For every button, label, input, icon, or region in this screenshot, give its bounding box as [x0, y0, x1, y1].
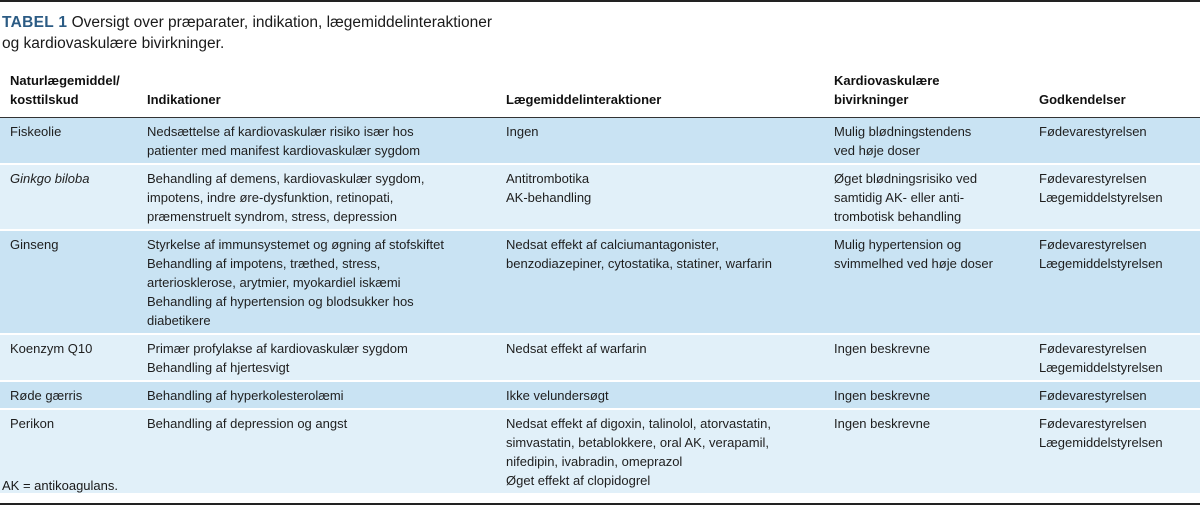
- header-side-effects-line: bivirkninger: [834, 92, 909, 107]
- cell-interactions: [496, 230, 824, 334]
- table-row: [0, 230, 1200, 334]
- header-product-line: kosttilskud: [10, 92, 79, 107]
- cell-line: impotens, indre øre-dysfunktion, retinopati,: [147, 190, 394, 205]
- cell-interactions: [496, 164, 824, 230]
- cell-line: Ikke velundersøgt: [506, 388, 609, 403]
- cell-approvals: [1029, 409, 1200, 494]
- cell-indications: [137, 164, 496, 230]
- caption-text-line2: og kardiovaskulære bivirkninger.: [2, 35, 225, 52]
- table-row: [0, 381, 1200, 409]
- cell-side-effects: [824, 409, 1029, 494]
- cell-interactions: [496, 409, 824, 494]
- cell-line: samtidig AK- eller anti-: [834, 190, 965, 205]
- data-table: [0, 67, 1200, 495]
- header-row: [0, 67, 1200, 118]
- cell-line: Lægemiddelstyrelsen: [1039, 256, 1163, 271]
- header-product: [0, 67, 137, 118]
- cell-product: Koenzym Q10: [0, 334, 137, 381]
- cell-line: Behandling af depression og angst: [147, 416, 348, 431]
- cell-line: simvastatin, betablokkere, oral AK, verapamil,: [506, 435, 770, 450]
- cell-line: Ingen beskrevne: [834, 341, 931, 356]
- cell-line: Fødevarestyrelsen: [1039, 237, 1147, 252]
- cell-indications: [137, 334, 496, 381]
- cell-line: benzodiazepiner, cytostatika, statiner, warfarin: [506, 256, 772, 271]
- header-interactions: Lægemiddelinteraktioner: [496, 67, 824, 118]
- header-approvals: Godkendelser: [1029, 67, 1200, 118]
- cell-approvals: [1029, 334, 1200, 381]
- cell-line: Lægemiddelstyrelsen: [1039, 190, 1163, 205]
- bottom-rule: [0, 503, 1200, 505]
- cell-line: Ingen beskrevne: [834, 388, 931, 403]
- cell-line: Ingen beskrevne: [834, 416, 931, 431]
- cell-line: Ingen: [506, 124, 539, 139]
- cell-line: AK-behandling: [506, 190, 592, 205]
- cell-line: Øget blødningsrisiko ved: [834, 171, 978, 186]
- cell-line: nifedipin, ivabradin, omeprazol: [506, 454, 683, 469]
- cell-line: Behandling af hypertension og blodsukker hos: [147, 294, 414, 309]
- cell-line: Mulig blødningstendens: [834, 124, 972, 139]
- cell-line: Mulig hypertension og: [834, 237, 962, 252]
- cell-line: trombotisk behandling: [834, 209, 962, 224]
- cell-line: Primær profylakse af kardiovaskulær sygdom: [147, 341, 408, 356]
- top-rule: [0, 0, 1200, 2]
- cell-line: Lægemiddelstyrelsen: [1039, 360, 1163, 375]
- cell-line: svimmelhed ved høje doser: [834, 256, 993, 271]
- table-footnote: AK = antikoagulans.: [2, 478, 118, 493]
- table-row: [0, 164, 1200, 230]
- cell-indications: [137, 409, 496, 494]
- cell-indications: [137, 118, 496, 165]
- cell-line: præmenstruelt syndrom, stress, depression: [147, 209, 397, 224]
- cell-side-effects: [824, 164, 1029, 230]
- header-indications: Indikationer: [137, 67, 496, 118]
- cell-line: Behandling af hyperkolesterolæmi: [147, 388, 344, 403]
- cell-product: Ginseng: [0, 230, 137, 334]
- cell-interactions: [496, 118, 824, 165]
- cell-interactions: [496, 381, 824, 409]
- cell-line: Fødevarestyrelsen: [1039, 171, 1147, 186]
- cell-line: ved høje doser: [834, 143, 920, 158]
- cell-line: Nedsat effekt af calciumantagonister,: [506, 237, 719, 252]
- caption-label: TABEL 1: [2, 14, 68, 31]
- cell-side-effects: [824, 334, 1029, 381]
- table-row: [0, 409, 1200, 494]
- header-side-effects: [824, 67, 1029, 118]
- cell-line: Fødevarestyrelsen: [1039, 124, 1147, 139]
- cell-line: Lægemiddelstyrelsen: [1039, 435, 1163, 450]
- cell-approvals: [1029, 164, 1200, 230]
- cell-line: patienter med manifest kardiovaskulær sygdom: [147, 143, 421, 158]
- cell-line: Fødevarestyrelsen: [1039, 388, 1147, 403]
- cell-approvals: [1029, 381, 1200, 409]
- table-row: [0, 118, 1200, 165]
- cell-indications: [137, 381, 496, 409]
- cell-line: Styrkelse af immunsystemet og øgning af stofskiftet: [147, 237, 444, 252]
- table-caption: [2, 12, 702, 54]
- caption-text-line1: Oversigt over præparater, indikation, lægemiddelinteraktioner: [71, 14, 493, 31]
- table-row: [0, 334, 1200, 381]
- cell-product: Fiskeolie: [0, 118, 137, 165]
- cell-side-effects: [824, 230, 1029, 334]
- cell-line: Fødevarestyrelsen: [1039, 341, 1147, 356]
- cell-product: Perikon: [0, 409, 137, 494]
- cell-line: Behandling af hjertesvigt: [147, 360, 290, 375]
- cell-line: Behandling af demens, kardiovaskulær sygdom,: [147, 171, 425, 186]
- cell-product: Ginkgo biloba: [0, 164, 137, 230]
- cell-line: arteriosklerose, arytmier, myokardiel iskæmi: [147, 275, 401, 290]
- cell-interactions: [496, 334, 824, 381]
- cell-side-effects: [824, 118, 1029, 165]
- cell-line: Fødevarestyrelsen: [1039, 416, 1147, 431]
- cell-line: Nedsat effekt af digoxin, talinolol, atorvastatin,: [506, 416, 771, 431]
- cell-product: Røde gærris: [0, 381, 137, 409]
- cell-approvals: [1029, 118, 1200, 165]
- cell-line: Behandling af impotens, træthed, stress,: [147, 256, 381, 271]
- cell-line: diabetikere: [147, 313, 211, 328]
- cell-line: Antitrombotika: [506, 171, 590, 186]
- cell-line: Øget effekt af clopidogrel: [506, 473, 651, 488]
- cell-approvals: [1029, 230, 1200, 334]
- cell-indications: [137, 230, 496, 334]
- cell-line: Nedsat effekt af warfarin: [506, 341, 647, 356]
- header-side-effects-line: Kardiovaskulære: [834, 73, 940, 88]
- header-product-line: Naturlægemiddel/: [10, 73, 120, 88]
- cell-line: Nedsættelse af kardiovaskulær risiko især hos: [147, 124, 414, 139]
- cell-side-effects: [824, 381, 1029, 409]
